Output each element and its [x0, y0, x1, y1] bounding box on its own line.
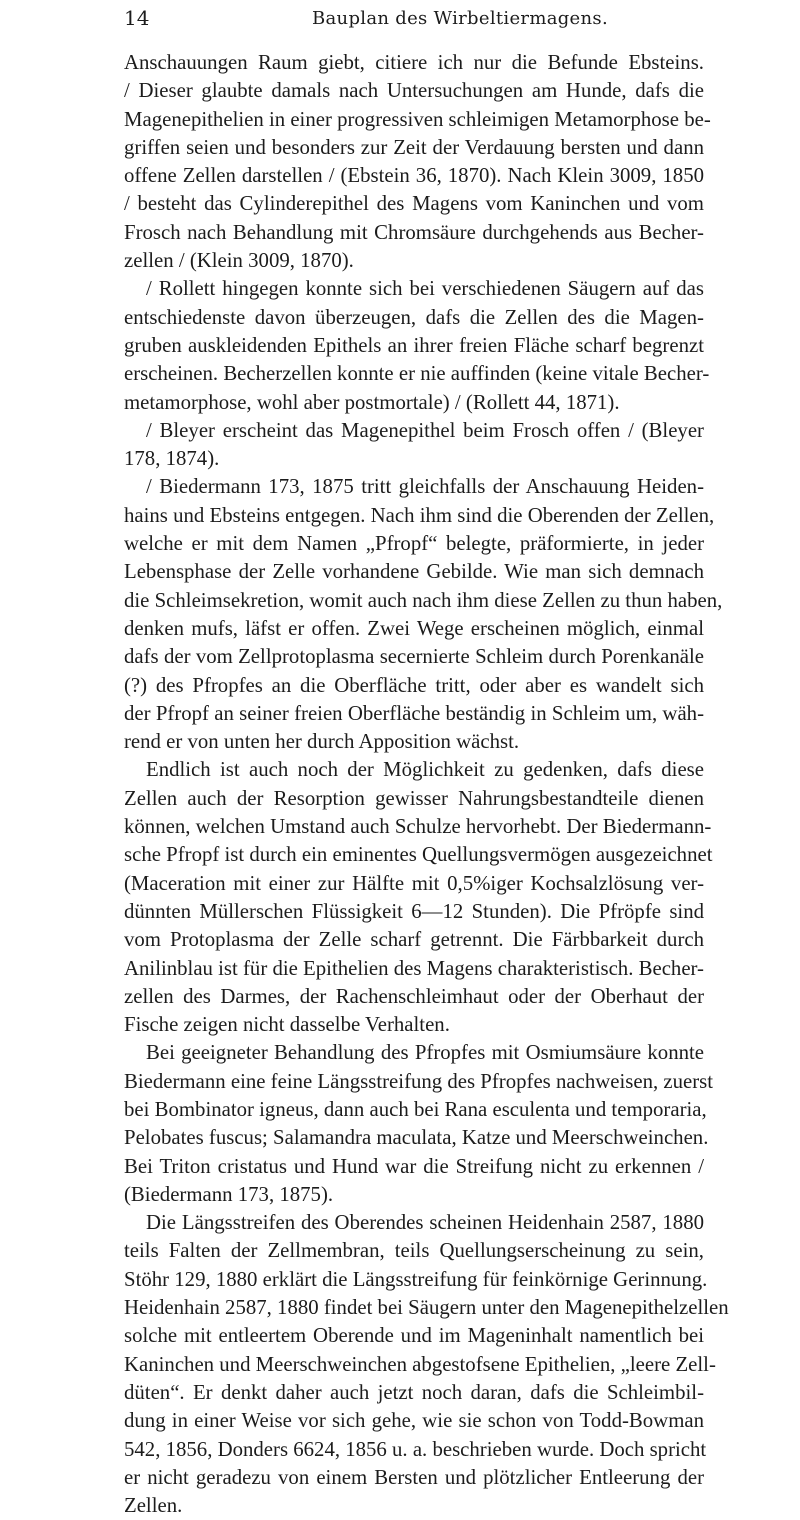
text-line: Pelobates fuscus; Salamandra maculata, Katze und Meerschweinchen. — [124, 1126, 709, 1150]
text-line: / besteht das Cylinderepithel des Magens vom Kaninchen und vom — [124, 192, 704, 216]
running-head: Bauplan des Wirbeltiermagens. — [312, 8, 608, 29]
text-line: / Rollett hingegen konnte sich bei verschiedenen Säugern auf das — [146, 277, 704, 301]
page-number: 14 — [124, 6, 150, 30]
text-line: dung in einer Weise vor sich gehe, wie sie schon von Todd-Bowman — [124, 1409, 704, 1433]
text-line: Zellen auch der Resorption gewisser Nahrungsbestandteile dienen — [124, 786, 704, 810]
text-line: teils Falten der Zellmembran, teils Quellungserscheinung zu sein, — [124, 1239, 704, 1263]
text-line: Zellen. — [124, 1494, 183, 1518]
text-line: Magenepithelien in einer progressiven schleimigen Metamorphose be- — [124, 107, 711, 131]
text-line: hains und Ebsteins entgegen. Nach ihm sind die Oberenden der Zellen, — [124, 503, 715, 527]
text-line: düten“. Er denkt daher auch jetzt noch daran, dafs die Schleimbil- — [124, 1380, 704, 1404]
page-header — [124, 6, 724, 36]
text-line: können, welchen Umstand auch Schulze hervorhebt. Der Biedermann- — [124, 815, 712, 839]
text-line: Stöhr 129, 1880 erklärt die Längsstreifung für feinkörnige Gerinnung. — [124, 1267, 708, 1291]
text-line: welche er mit dem Namen „Pfropf“ belegte, präformierte, in jeder — [124, 532, 704, 556]
text-line: metamorphose, wohl aber postmortale) / (Rollett 44, 1871). — [124, 390, 620, 414]
text-line: / Dieser glaubte damals nach Untersuchungen am Hunde, dafs die — [124, 79, 704, 103]
text-line: sche Pfropf ist durch ein eminentes Quellungsvermögen ausgezeichnet — [124, 843, 713, 867]
text-line: Bei Triton cristatus und Hund war die Streifung nicht zu erkennen / — [124, 1154, 704, 1178]
text-line: 178, 1874). — [124, 447, 220, 471]
text-line: / Bleyer erscheint das Magenepithel beim Frosch offen / (Bleyer — [146, 418, 704, 442]
text-line: dünnten Müllerschen Flüssigkeit 6—12 Stunden). Die Pfröpfe sind — [124, 899, 704, 923]
text-line: Frosch nach Behandlung mit Chromsäure durchgehends aus Becher- — [124, 220, 704, 244]
text-line: entschiedenste davon überzeugen, dafs die Zellen des die Magen- — [124, 305, 704, 329]
text-line: offene Zellen darstellen / (Ebstein 36, 1870). Nach Klein 3009, 1850 — [124, 164, 704, 188]
text-line: zellen des Darmes, der Rachenschleimhaut oder der Oberhaut der — [124, 984, 704, 1008]
text-line: Bei geeigneter Behandlung des Pfropfes mit Osmiumsäure konnte — [146, 1041, 704, 1065]
text-line: er nicht geradezu von einem Bersten und plötzlicher Entleerung der — [124, 1465, 704, 1489]
text-line: Heidenhain 2587, 1880 findet bei Säugern unter den Magenepithelzellen — [124, 1296, 729, 1320]
text-line: dafs der vom Zellprotoplasma secernierte Schleim durch Porenkanäle — [124, 645, 704, 669]
text-line: zellen / (Klein 3009, 1870). — [124, 249, 354, 273]
text-line: vom Protoplasma der Zelle scharf getrennt. Die Färbbarkeit durch — [124, 928, 704, 952]
text-line: denken mufs, läfst er offen. Zwei Wege erscheinen möglich, einmal — [124, 616, 704, 640]
body-text — [124, 49, 729, 1520]
text-line: (Maceration mit einer zur Hälfte mit 0,5%iger Kochsalzlösung ver- — [124, 871, 704, 895]
text-line: Anilinblau ist für die Epithelien des Magens charakteristisch. Becher- — [124, 956, 704, 980]
text-line: gruben auskleidenden Epithels an ihrer freien Fläche scharf begrenzt — [124, 333, 704, 357]
text-line: bei Bombinator igneus, dann auch bei Rana esculenta und temporaria, — [124, 1097, 707, 1121]
text-line: erscheinen. Becherzellen konnte er nie auffinden (keine vitale Becher- — [124, 362, 710, 386]
text-line: Fische zeigen nicht dasselbe Verhalten. — [124, 1013, 450, 1037]
text-line: griffen seien und besonders zur Zeit der Verdauung bersten und dann — [124, 135, 704, 159]
text-line: (Biedermann 173, 1875). — [124, 1182, 334, 1206]
text-line: Anschauungen Raum giebt, citiere ich nur die Befunde Ebsteins. — [124, 51, 704, 74]
text-line: (?) des Pfropfes an die Oberfläche tritt, oder aber es wandelt sich — [124, 673, 704, 697]
text-line: Kaninchen und Meerschweinchen abgestofsene Epithelien, „leere Zell- — [124, 1352, 716, 1376]
text-line: solche mit entleertem Oberende und im Mageninhalt namentlich bei — [124, 1324, 704, 1348]
text-line: die Schleimsekretion, womit auch nach ihm diese Zellen zu thun haben, — [124, 588, 723, 612]
text-line: Die Längsstreifen des Oberendes scheinen Heidenhain 2587, 1880 — [146, 1211, 704, 1235]
text-line: der Pfropf an seiner freien Oberfläche beständig in Schleim um, wäh- — [124, 701, 704, 725]
text-line: rend er von unten her durch Apposition wächst. — [124, 730, 520, 754]
text-line: / Biedermann 173, 1875 tritt gleichfalls der Anschauung Heiden- — [146, 475, 704, 499]
text-line: 542, 1856, Donders 6624, 1856 u. a. beschrieben wurde. Doch spricht — [124, 1437, 707, 1461]
text-line: Biedermann eine feine Längsstreifung des Pfropfes nachweisen, zuerst — [124, 1069, 714, 1093]
text-line: Endlich ist auch noch der Möglichkeit zu gedenken, dafs diese — [146, 758, 704, 782]
text-line: Lebensphase der Zelle vorhandene Gebilde. Wie man sich demnach — [124, 560, 704, 584]
